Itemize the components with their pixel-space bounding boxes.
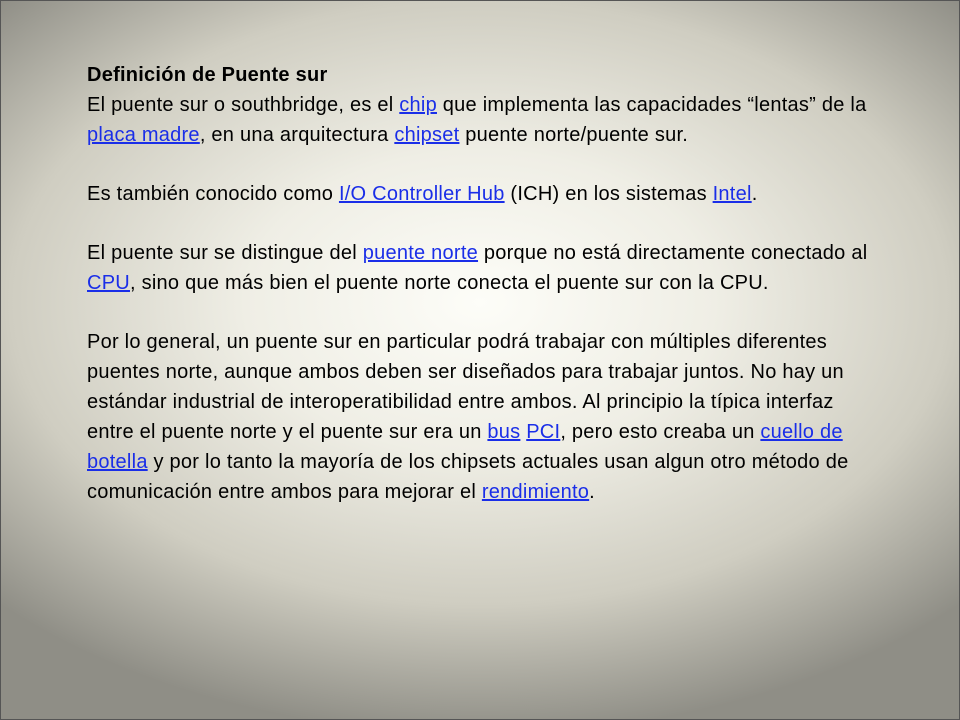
text-run: Es también conocido como (87, 183, 339, 205)
paragraph-ich (87, 179, 877, 209)
link-pci[interactable]: PCI (526, 421, 561, 443)
slide-content (87, 60, 877, 507)
text-run: y por lo tanto la mayoría de los chipsets actuales usan algun otro método de comunicación entre ambos para mejorar el (87, 451, 849, 503)
link-chipset[interactable]: chipset (394, 124, 460, 146)
link-cpu[interactable]: CPU (87, 272, 130, 294)
link-placa-madre[interactable]: placa madre (87, 124, 200, 146)
link-rendimiento[interactable]: rendimiento (481, 481, 590, 503)
text-run: Por lo general, un puente sur en particular podrá trabajar con múltiples diferentes puentes norte, aunque ambos deben ser diseñados para trabajar juntos. No hay un estándar industrial de interoperatibilidad entre ambos. Al principio la típica interfaz entre el puente norte y el puente sur era un (87, 331, 844, 443)
text-run: , pero esto creaba un (560, 421, 761, 443)
text-run: El puente sur se distingue del (87, 242, 363, 264)
paragraph-gap (87, 209, 877, 238)
link-io-controller-hub[interactable]: I/O Controller Hub (338, 183, 505, 205)
paragraph-general (87, 327, 877, 507)
link-intel[interactable]: Intel (712, 183, 752, 205)
paragraph-gap (87, 150, 877, 179)
slide-title: Definición de Puente sur (87, 64, 328, 86)
text-run: El puente sur o southbridge, es el (87, 94, 400, 116)
text-run: puente norte/puente sur. (459, 124, 689, 146)
text-run: . (589, 481, 595, 503)
text-run: porque no está directamente conectado al (478, 242, 868, 264)
link-cuello-de-botella[interactable]: cuello de botella (87, 421, 843, 473)
paragraph-gap (87, 298, 877, 327)
link-bus[interactable]: bus (487, 421, 521, 443)
text-run: , sino que más bien el puente norte conecta el puente sur con la CPU. (129, 272, 769, 294)
link-chip[interactable]: chip (399, 94, 437, 116)
paragraph-distinction (87, 238, 877, 298)
paragraph-definition (87, 90, 877, 150)
text-run: . (751, 183, 758, 205)
text-run: que implementa las capacidades “lentas” de la (436, 94, 867, 116)
text-run: (ICH) en los sistemas (504, 183, 713, 205)
text-run: , en una arquitectura (199, 124, 395, 146)
link-puente-norte[interactable]: puente norte (362, 242, 479, 264)
